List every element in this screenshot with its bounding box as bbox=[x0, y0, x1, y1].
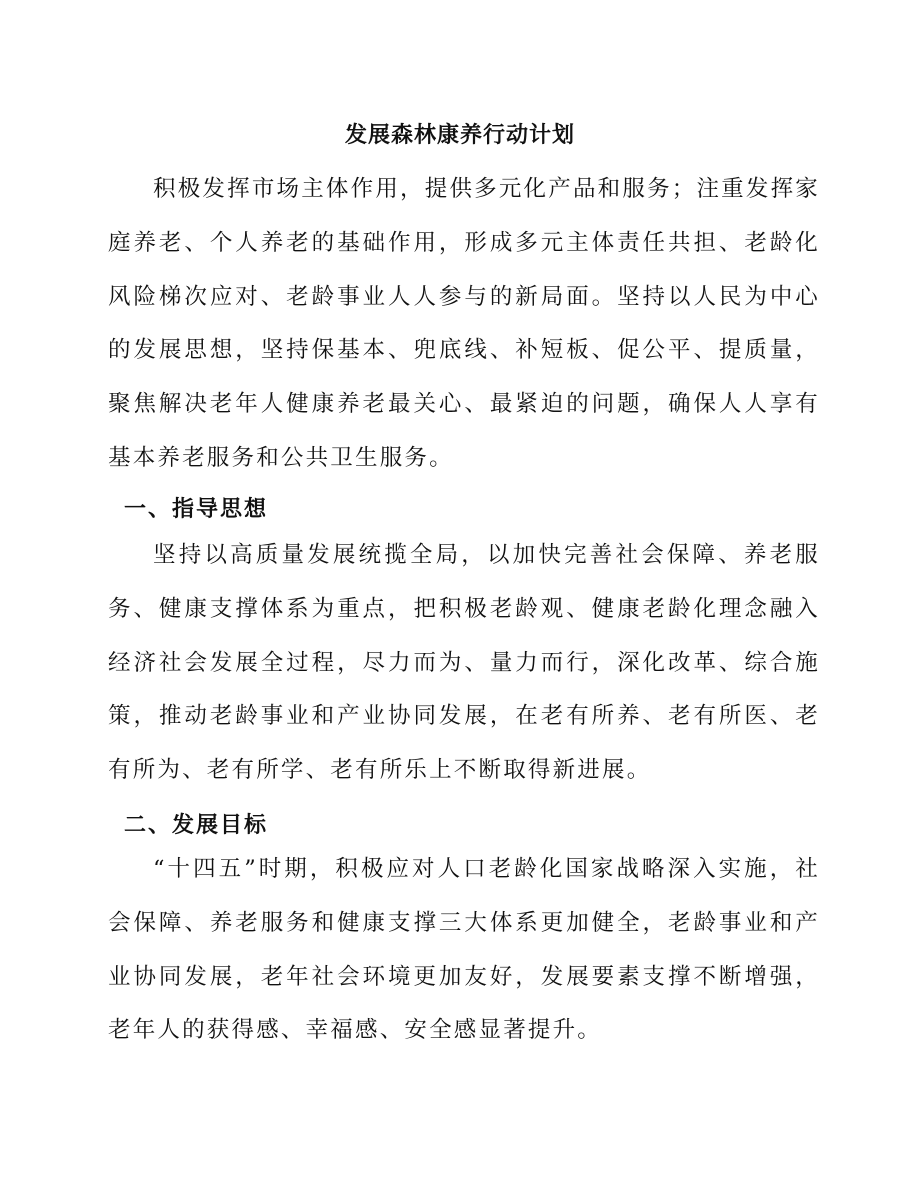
section-heading-guiding-ideology: 一、指导思想 bbox=[124, 497, 269, 522]
section-heading-development-goals: 二、发展目标 bbox=[124, 813, 269, 838]
section-paragraph-development-goals: “十四五”时期，积极应对人口老龄化国家战略深入实施，社会保障、养老服务和健康支撑三大体系更加健全，老龄事业和产业协同发展，老年社会环境更加友好，发展要素支撑不断增强，老年人的获得感、幸福感、安全感显著提升。 bbox=[108, 856, 820, 1044]
section-paragraph-guiding-ideology: 坚持以高质量发展统揽全局，以加快完善社会保障、养老服务、健康支撑体系为重点，把积极老龄观、健康老龄化理念融入经济社会发展全过程，尽力而为、量力而行，深化改革、综合施策，推动老龄事业和产业协同发展，在老有所养、老有所医、老有所为、老有所学、老有所乐上不断取得新进展。 bbox=[108, 542, 820, 784]
document-title: 发展森林康养行动计划 bbox=[344, 123, 575, 148]
intro-paragraph: 积极发挥市场主体作用，提供多元化产品和服务；注重发挥家庭养老、个人养老的基础作用，形成多元主体责任共担、老龄化风险梯次应对、老龄事业人人参与的新局面。坚持以人民为中心的发展思想，坚持保基本、兜底线、补短板、促公平、提质量，聚焦解决老年人健康养老最关心、最紧迫的问题，确保人人享有基本养老服务和公共卫生服务。 bbox=[108, 176, 820, 471]
